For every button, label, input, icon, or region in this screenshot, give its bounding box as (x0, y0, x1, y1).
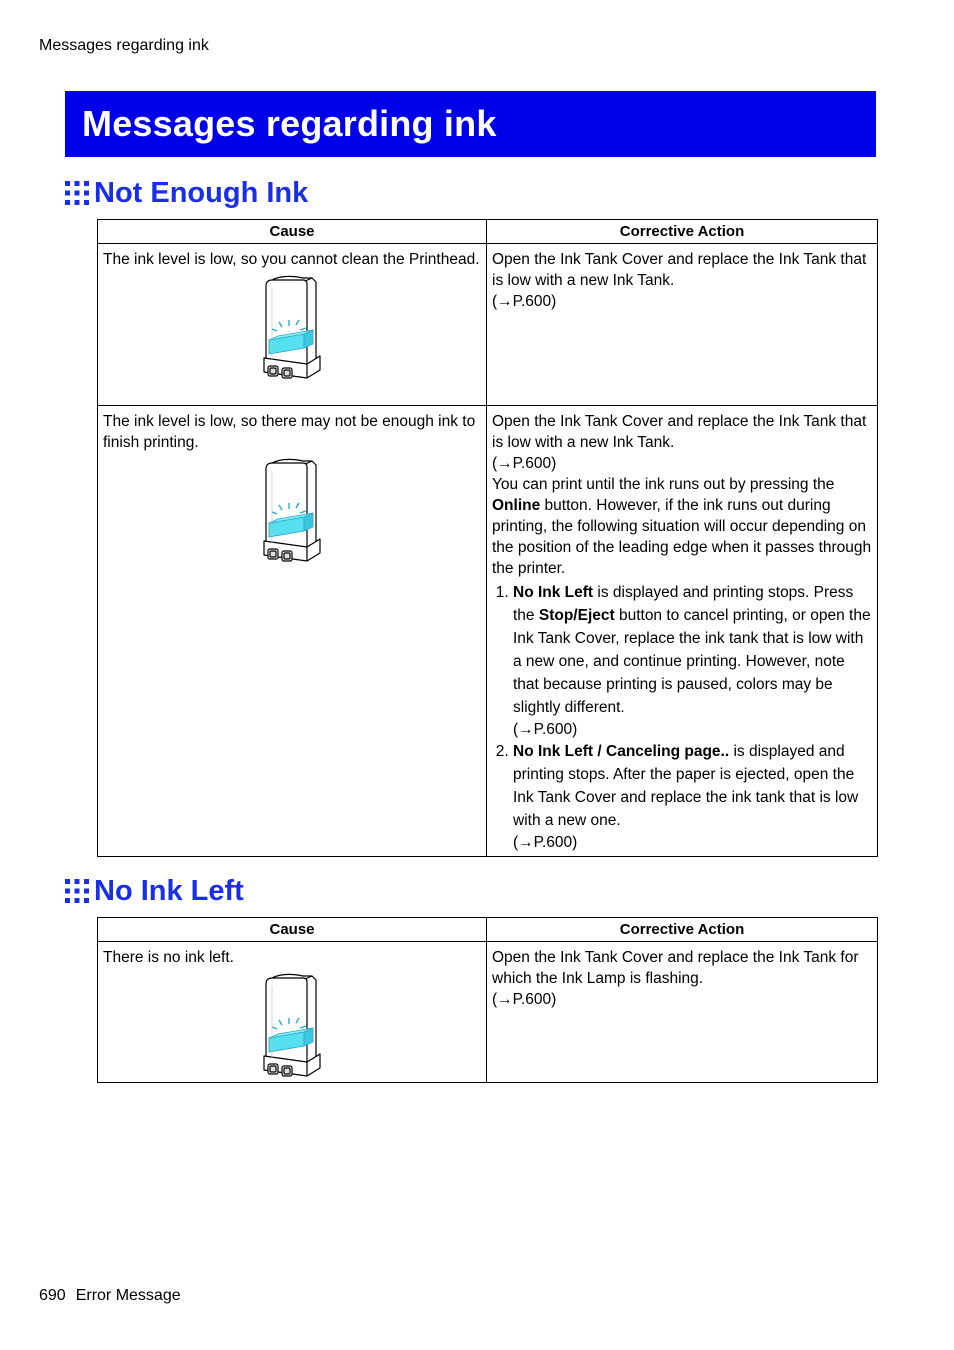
page-number: 690 (39, 1287, 66, 1304)
section-title: Not Enough Ink (94, 176, 309, 209)
action-paragraph (492, 476, 871, 577)
grid-icon (65, 181, 89, 205)
cause-text: The ink level is low, so you cannot clean the Printhead. (103, 251, 480, 268)
column-header-action: Corrective Action (487, 918, 878, 942)
ink-tank-icon (262, 972, 322, 1080)
table-row (98, 244, 878, 406)
table-row (98, 406, 878, 857)
section-heading-no-ink-left (65, 874, 244, 908)
button-name-online: Online (492, 497, 541, 514)
page-reference-link[interactable]: (→P.600) (513, 721, 578, 738)
column-header-cause: Cause (98, 918, 487, 942)
column-header-action: Corrective Action (487, 220, 878, 244)
running-header: Messages regarding ink (39, 37, 209, 54)
step-text: is displayed and printing stops. After the paper is ejected, open the Ink Tank Cover and replace the ink tank that is low with a new one. (513, 743, 859, 829)
step-text: is displayed and printing stops. Press the (513, 584, 854, 624)
column-header-cause: Cause (98, 220, 487, 244)
cause-text: The ink level is low, so there may not be enough ink to finish printing. (103, 413, 476, 451)
list-item (513, 740, 872, 853)
cause-cell (98, 244, 487, 406)
ink-tank-icon (262, 274, 322, 382)
action-cell (487, 244, 878, 406)
not-enough-ink-table (97, 219, 878, 857)
grid-icon (65, 879, 89, 903)
cause-text: There is no ink left. (103, 949, 234, 966)
message-name: No Ink Left / Canceling page.. (513, 743, 730, 760)
action-text-part: button. However, if the ink runs out during printing, the following situation will occur depending on the position of the leading edge when it passes through the printer. (492, 497, 872, 577)
page-reference-link[interactable]: (→P.600) (492, 455, 557, 472)
ink-tank-icon (262, 457, 322, 565)
message-name: No Ink Left (513, 584, 594, 601)
action-cell (487, 406, 878, 857)
step-text: button to cancel printing, or open the Ink Tank Cover, replace the ink tank that is low with a new one, and continue printing. However, note that because printing is paused, colors may be slightly different. (513, 607, 871, 716)
footer-section: Error Message (75, 1287, 181, 1304)
cause-cell (98, 942, 487, 1083)
action-text: Open the Ink Tank Cover and replace the Ink Tank that is low with a new Ink Tank. (492, 251, 867, 289)
action-text: Open the Ink Tank Cover and replace the Ink Tank that is low with a new Ink Tank. (492, 413, 867, 451)
list-item (513, 581, 872, 740)
page-reference-link[interactable]: (→P.600) (492, 293, 557, 310)
button-name-stop-eject: Stop/Eject (538, 607, 615, 624)
table-row (98, 942, 878, 1083)
steps-list (492, 581, 872, 853)
table-header-row (98, 220, 878, 244)
action-text: Open the Ink Tank Cover and replace the Ink Tank for which the Ink Lamp is flashing. (492, 949, 859, 987)
section-title: No Ink Left (94, 874, 244, 907)
table-header-row (98, 918, 878, 942)
page-reference-link[interactable]: (→P.600) (513, 834, 578, 851)
action-text-part: You can print until the ink runs out by pressing the (492, 476, 835, 493)
action-cell (487, 942, 878, 1083)
page-title-bar (65, 91, 876, 157)
page-reference-link[interactable]: (→P.600) (492, 991, 557, 1008)
page-title: Messages regarding ink (82, 103, 497, 144)
page-footer (39, 1287, 191, 1305)
cause-cell (98, 406, 487, 857)
section-heading-not-enough-ink (65, 176, 308, 210)
no-ink-left-table (97, 917, 878, 1083)
